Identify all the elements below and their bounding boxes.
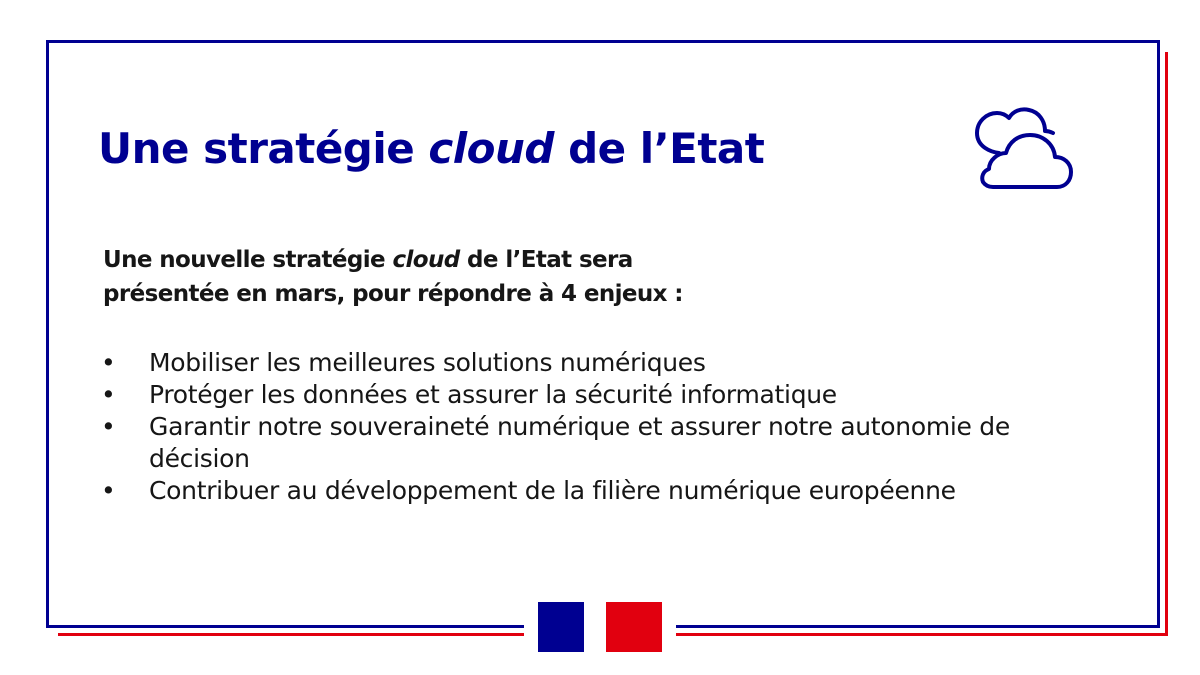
intro-line1-prefix: Une nouvelle stratégie xyxy=(103,247,393,273)
bullet-symbol: • xyxy=(101,380,116,409)
card-title xyxy=(98,121,764,177)
list-item xyxy=(101,411,1131,475)
list-item-text: Contribuer au développement de la filière numérique européenne xyxy=(149,476,956,505)
title-suffix: de l’Etat xyxy=(554,124,765,173)
bullet-symbol: • xyxy=(101,348,116,377)
list-item xyxy=(101,347,1131,379)
marianne-profile-icon xyxy=(584,600,610,654)
info-card xyxy=(46,40,1160,628)
intro-text xyxy=(103,243,683,311)
bullet-symbol: • xyxy=(101,412,116,441)
logo-red-block xyxy=(606,602,662,652)
title-prefix: Une stratégie xyxy=(98,124,429,173)
list-item xyxy=(101,475,1131,507)
bullet-symbol: • xyxy=(101,476,116,505)
list-item-text: Garantir notre souveraineté numérique et assurer notre autonomie de décision xyxy=(149,412,1010,473)
list-item-text: Protéger les données et assurer la sécurité informatique xyxy=(149,380,837,409)
intro-line2: présentée en mars, pour répondre à 4 enjeux : xyxy=(103,281,683,307)
intro-line1-suffix: de l’Etat sera xyxy=(459,247,633,273)
intro-line1-emphasis: cloud xyxy=(392,247,460,273)
challenges-list xyxy=(101,347,1131,507)
list-item-text: Mobiliser les meilleures solutions numériques xyxy=(149,348,706,377)
list-item xyxy=(101,379,1131,411)
marianne-logo xyxy=(524,596,676,658)
title-emphasis: cloud xyxy=(428,124,554,173)
cloud-icon xyxy=(969,105,1073,195)
